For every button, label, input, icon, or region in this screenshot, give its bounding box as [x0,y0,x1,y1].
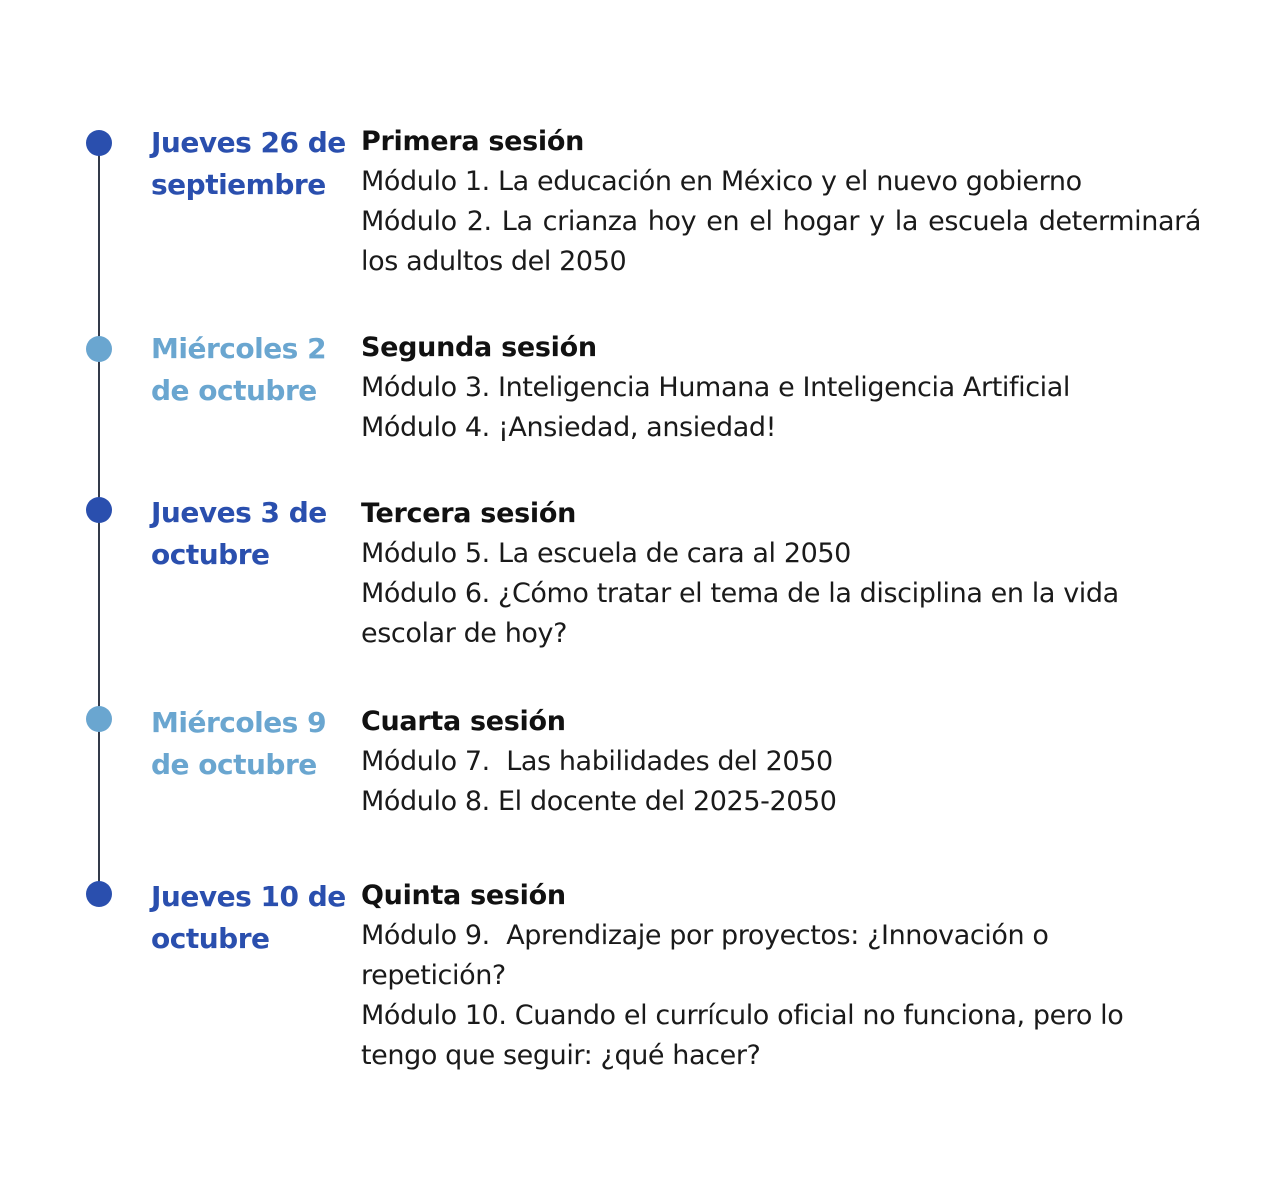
session-date [151,492,351,576]
session-date-line2: octubre [151,922,270,955]
module-item: Módulo 2. La crianza hoy en el hogar y la escuela determinará los adultos del 2050 [361,206,1201,277]
session-date-line2: de octubre [151,374,317,407]
module-item: Módulo 8. El docente del 2025-2050 [361,786,837,817]
module-item: Módulo 1. La educación en México y el nuevo gobierno [361,166,1082,197]
session-title: Primera sesión [361,126,585,157]
module-item: Módulo 6. ¿Cómo tratar el tema de la disciplina en la vida escolar de hoy? [361,578,1119,649]
session-date-line2: septiembre [151,168,326,201]
session-date-line1: Jueves 3 de [151,496,327,529]
session-date-line1: Miércoles 2 [151,332,327,365]
session-title: Cuarta sesión [361,706,566,737]
session-title: Quinta sesión [361,880,566,911]
session-date [151,122,351,206]
module-item: Módulo 5. La escuela de cara al 2050 [361,538,851,569]
timeline-dot-dark [86,881,112,907]
session-content [361,876,1201,1076]
session-content [361,122,1201,282]
session-date-line1: Jueves 26 de [151,126,346,159]
session-title: Tercera sesión [361,498,576,529]
session-title: Segunda sesión [361,332,597,363]
module-item: Módulo 7. Las habilidades del 2050 [361,746,833,777]
timeline-dot-light [86,706,112,732]
session-date [151,328,351,412]
timeline-dot-light [86,336,112,362]
timeline-dot-dark [86,497,112,523]
module-item: Módulo 9. Aprendizaje por proyectos: ¿Innovación o repetición? [361,920,1057,991]
session-date [151,702,351,786]
session-date-line1: Miércoles 9 [151,706,327,739]
session-date-line2: de octubre [151,748,317,781]
timeline-dot-dark [86,130,112,156]
module-item: Módulo 3. Inteligencia Humana e Inteligencia Artificial [361,372,1070,403]
session-content [361,494,1201,654]
session-content [361,328,1201,448]
session-date-line1: Jueves 10 de [151,880,346,913]
session-date [151,876,351,960]
session-content [361,702,1201,822]
module-item: Módulo 4. ¡Ansiedad, ansiedad! [361,412,777,443]
module-item: Módulo 10. Cuando el currículo oficial no funciona, pero lo tengo que seguir: ¿qué hacer? [361,1000,1124,1071]
session-date-line2: octubre [151,538,270,571]
